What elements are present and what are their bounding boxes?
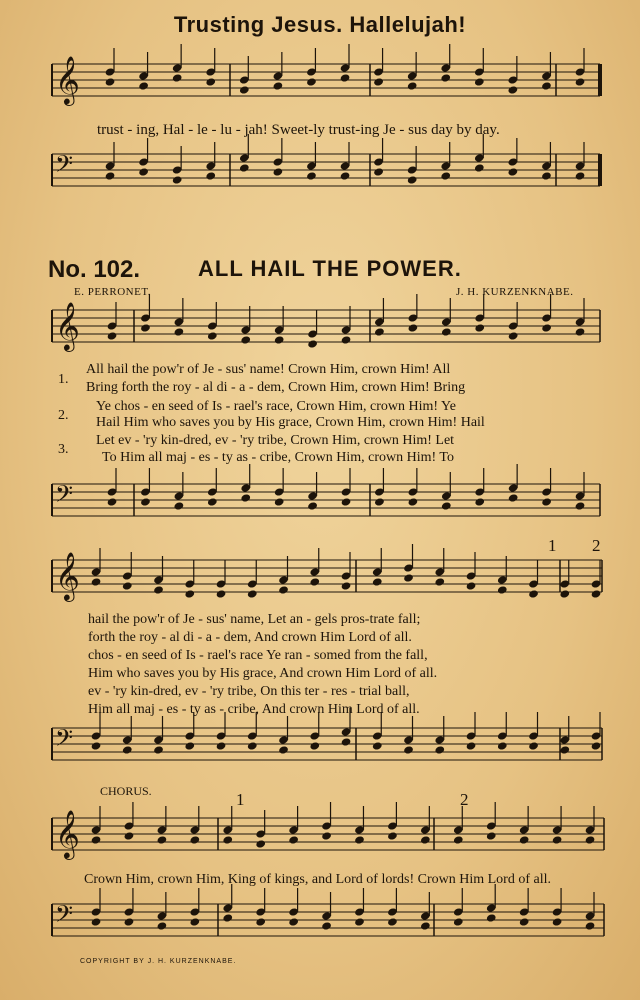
system2-line-6: Him all maj - es - ty as - cribe, And crown Him Lord of all. [88,702,420,717]
verse-3-line-2: To Him all maj - es - ty as - cribe, Crown Him, crown Him! To [102,450,454,465]
chorus-ending-2-label: 2 [460,790,469,809]
verse-3-line-1: Let ev - 'ry kin-dred, ev - 'ry tribe, Crown Him, crown Him! Let [96,433,455,448]
top-hymn-title: Trusting Jesus. Hallelujah! [173,12,467,37]
svg-text:𝄞: 𝄞 [55,55,80,104]
svg-text:𝄞: 𝄞 [55,551,80,600]
system2-line-5: ev - 'ry kin-dred, ev - 'ry tribe, On this ter - res - trial ball, [88,684,410,699]
chorus-label: CHORUS. [100,784,152,798]
verse-number-2: 2. [58,408,69,423]
verse-2-line-1: Ye chos - en seed of Is - rael's race, Crown Him, crown Him! Ye [96,399,456,414]
svg-text:𝄢: 𝄢 [55,724,74,757]
composer-credit: J. H. KURZENKNABE. [456,286,574,298]
system2-line-3: chos - en seed of Is - rael's race Ye ran - somed from the fall, [88,648,428,663]
lyricist-credit: E. PERRONET. [74,286,151,298]
verse-number-3: 3. [58,442,69,457]
svg-text:𝄢: 𝄢 [55,900,74,933]
svg-text:𝄞: 𝄞 [55,809,80,858]
system2-line-4: Him who saves you by His grace, And crown Him Lord of all. [88,666,438,681]
system2-line-1: hail the pow'r of Je - sus' name, Let an - gels pros-trate fall; [88,612,421,627]
chorus-lyric: Crown Him, crown Him, King of kings, and Lord of lords! Crown Him Lord of all. [84,872,551,887]
ending-2-label: 2 [592,536,601,555]
svg-text:𝄢: 𝄢 [55,480,74,513]
hymn-number: No. 102. [48,256,141,283]
hymn-title: ALL HAIL THE POWER. [198,256,462,281]
verse-1-line-1: All hail the pow'r of Je - sus' name! Crown Him, crown Him! All [86,362,451,377]
verse-number-1: 1. [58,372,69,387]
svg-text:𝄢: 𝄢 [55,150,74,183]
ending-1-label: 1 [548,536,557,555]
system2-line-2: forth the roy - al di - a - dem, And crown Him Lord of all. [88,630,412,645]
chorus-ending-1-label: 1 [236,790,245,809]
verse-2-line-2: Hail Him who saves you by His grace, Crown Him, crown Him! Hail [96,415,485,430]
copyright-notice: COPYRIGHT BY J. H. KURZENKNABE. [80,958,237,965]
svg-text:𝄞: 𝄞 [55,301,80,350]
top-hymn-lyric: trust - ing, Hal - le - lu - jah! Sweet-ly trust-ing Je - sus day by day. [97,122,500,138]
verse-1-line-2: Bring forth the roy - al di - a - dem, Crown Him, crown Him! Bring [86,380,466,395]
